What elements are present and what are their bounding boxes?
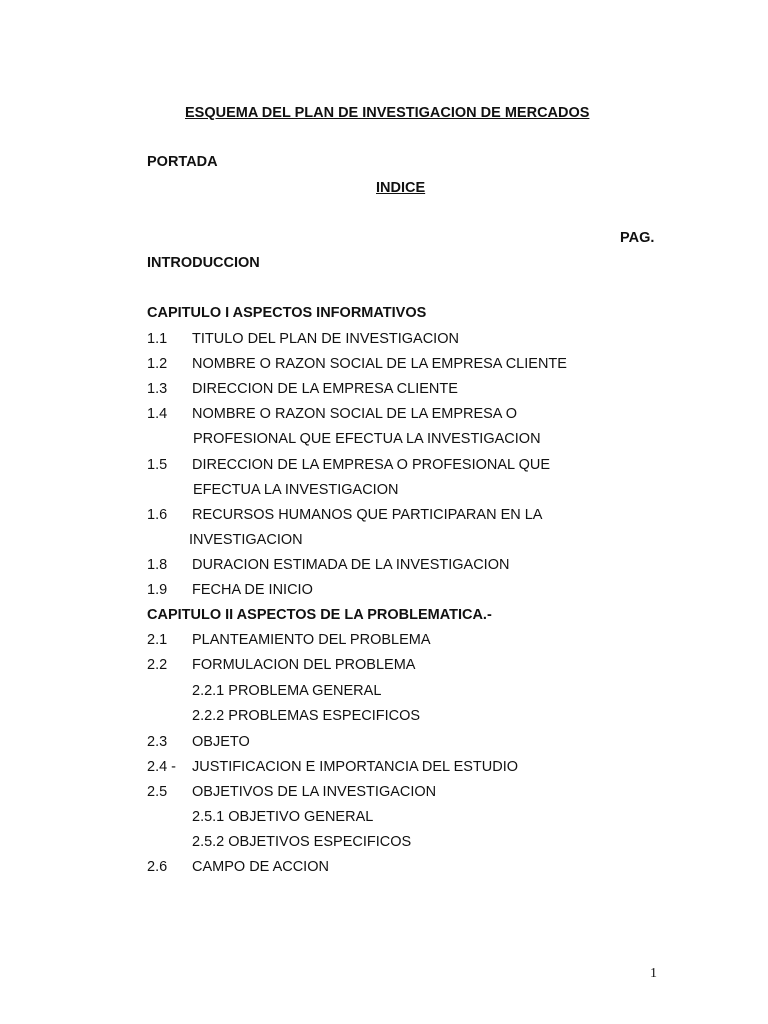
toc-item-number: 2.6	[147, 859, 168, 875]
toc-item-text: DIRECCION DE LA EMPRESA O PROFESIONAL QUE	[192, 457, 551, 473]
toc-item-text: OBJETIVOS DE LA INVESTIGACION	[192, 784, 437, 800]
toc-item-number: 1.3	[147, 381, 168, 397]
introduccion-heading: INTRODUCCION	[147, 255, 260, 271]
toc-item-number: 2.1	[147, 632, 168, 648]
pag-column-label: PAG.	[620, 230, 655, 246]
toc-item-number: 1.6	[147, 507, 168, 523]
toc-item-number: 1.1	[147, 331, 168, 347]
toc-item-number: 2.5	[147, 784, 168, 800]
toc-item-number: 1.9	[147, 582, 168, 598]
toc-item-continuation: EFECTUA LA INVESTIGACION	[193, 482, 399, 498]
toc-item-text: DURACION ESTIMADA DE LA INVESTIGACION	[192, 557, 510, 573]
toc-item-text: OBJETO	[192, 734, 250, 750]
chapter2-heading: CAPITULO II ASPECTOS DE LA PROBLEMATICA.-	[147, 607, 492, 623]
page-number: 1	[650, 966, 657, 981]
toc-item-text: RECURSOS HUMANOS QUE PARTICIPARAN EN LA	[192, 507, 543, 523]
toc-item-number: 1.4	[147, 406, 168, 422]
toc-item-number: 2.4 -	[147, 759, 177, 775]
toc-item-text: JUSTIFICACION E IMPORTANCIA DEL ESTUDIO	[192, 759, 519, 775]
toc-subitem: 2.5.2 OBJETIVOS ESPECIFICOS	[192, 834, 412, 850]
toc-item-text: CAMPO DE ACCION	[192, 859, 329, 875]
toc-item-number: 1.8	[147, 557, 168, 573]
document-title: ESQUEMA DEL PLAN DE INVESTIGACION DE MERCADOS	[185, 105, 590, 121]
toc-item-continuation: PROFESIONAL QUE EFECTUA LA INVESTIGACION	[193, 431, 541, 447]
toc-item-text: FECHA DE INICIO	[192, 582, 313, 598]
chapter1-heading: CAPITULO I ASPECTOS INFORMATIVOS	[147, 305, 427, 321]
toc-item-text: PLANTEAMIENTO DEL PROBLEMA	[192, 632, 431, 648]
portada-heading: PORTADA	[147, 154, 218, 170]
indice-heading: INDICE	[376, 180, 426, 196]
toc-item-number: 1.2	[147, 356, 168, 372]
toc-item-number: 2.3	[147, 734, 168, 750]
toc-item-text: NOMBRE O RAZON SOCIAL DE LA EMPRESA O	[192, 406, 517, 422]
toc-item-text: TITULO DEL PLAN DE INVESTIGACION	[192, 331, 459, 347]
toc-subitem: 2.2.2 PROBLEMAS ESPECIFICOS	[192, 708, 421, 724]
toc-item-continuation: INVESTIGACION	[189, 532, 303, 548]
toc-item-number: 2.2	[147, 657, 168, 673]
toc-subitem: 2.2.1 PROBLEMA GENERAL	[192, 683, 382, 699]
toc-item-text: NOMBRE O RAZON SOCIAL DE LA EMPRESA CLIENTE	[192, 356, 567, 372]
toc-item-text: DIRECCION DE LA EMPRESA CLIENTE	[192, 381, 458, 397]
toc-item-text: FORMULACION DEL PROBLEMA	[192, 657, 416, 673]
toc-subitem: 2.5.1 OBJETIVO GENERAL	[192, 809, 374, 825]
toc-item-number: 1.5	[147, 457, 168, 473]
